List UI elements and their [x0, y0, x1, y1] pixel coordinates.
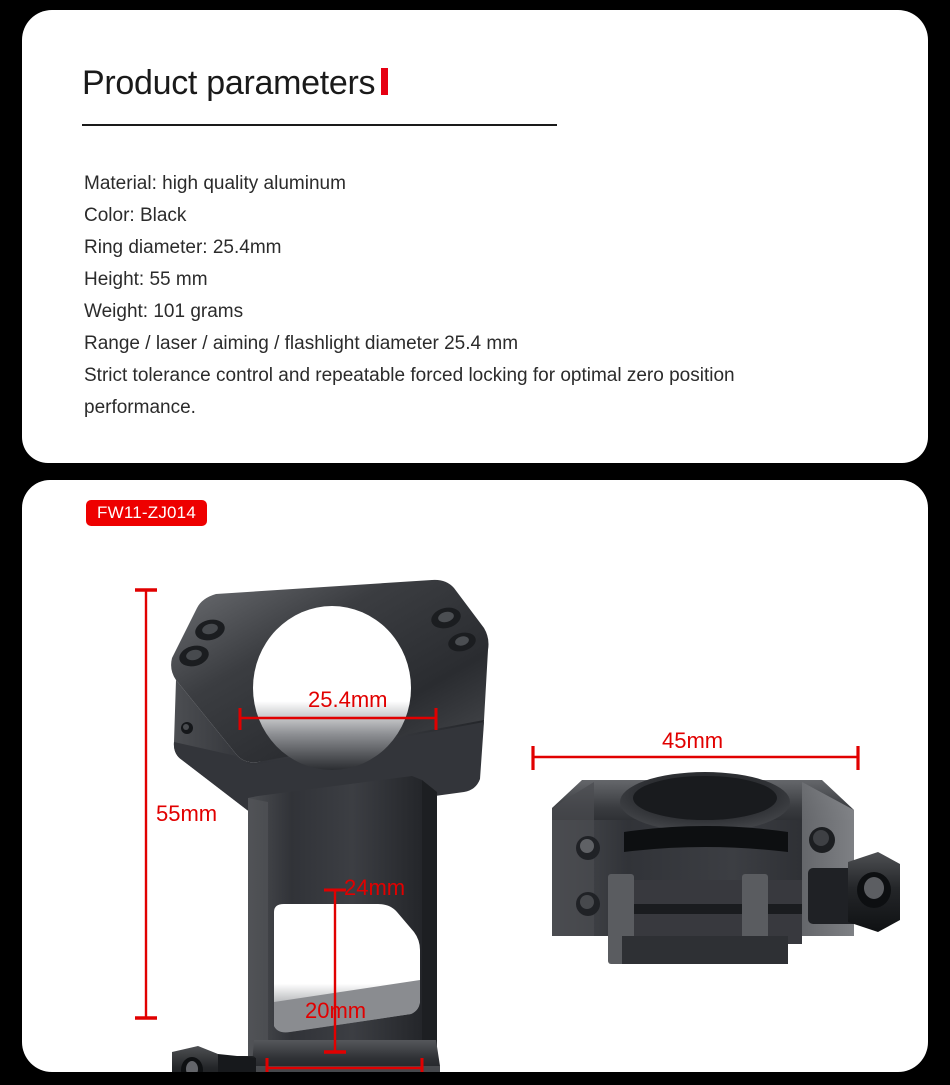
dim-label-25-4mm: 25.4mm [308, 687, 388, 712]
front-bore-inner [633, 776, 777, 820]
product-parameters-card [22, 10, 928, 463]
front-nut-bore-inner [864, 877, 884, 899]
spec-line-height: Height: 55 mm [84, 269, 208, 290]
front-view-product-image [552, 772, 900, 964]
spec-line-color: Color: Black [84, 205, 187, 226]
front-rail-groove [612, 904, 802, 914]
mount-pillar-edge [422, 780, 437, 1072]
dim-label-45mm: 45mm [662, 728, 724, 753]
page-title-text: Product parameters [82, 64, 376, 102]
dim-label-24mm: 24mm [344, 875, 406, 900]
front-screw-right-head [813, 830, 829, 846]
spec-line-material: Material: high quality aluminum [84, 173, 346, 194]
front-clamp-foot [622, 936, 788, 964]
title-divider [82, 124, 557, 126]
figure-area [22, 480, 928, 1072]
front-screw-bottom-left-head [580, 895, 594, 909]
ring-side-screw-inner [183, 724, 189, 730]
spec-line-tolerance-note: Strict tolerance control and repeatable forced locking for optimal zero position performance. [84, 365, 735, 418]
model-number-badge: FW11-ZJ014 [86, 500, 207, 526]
front-screw-top-left-head [580, 839, 594, 853]
spec-line-ring-diameter: Ring diameter: 25.4mm [84, 237, 282, 258]
title-accent-bar-icon [381, 68, 388, 95]
mount-pillar-highlight [248, 798, 268, 1072]
locking-nut-assembly [172, 1046, 256, 1072]
spec-line-weight: Weight: 101 grams [84, 301, 244, 322]
spec-list [84, 168, 874, 424]
spec-line-compatible-diameter: Range / laser / aiming / flashlight diameter 25.4 mm [84, 333, 519, 354]
dim-label-55mm: 55mm [156, 801, 218, 826]
dim-label-20mm: 20mm [305, 998, 367, 1023]
product-dimension-diagram [22, 480, 928, 1072]
page-title [82, 66, 388, 100]
